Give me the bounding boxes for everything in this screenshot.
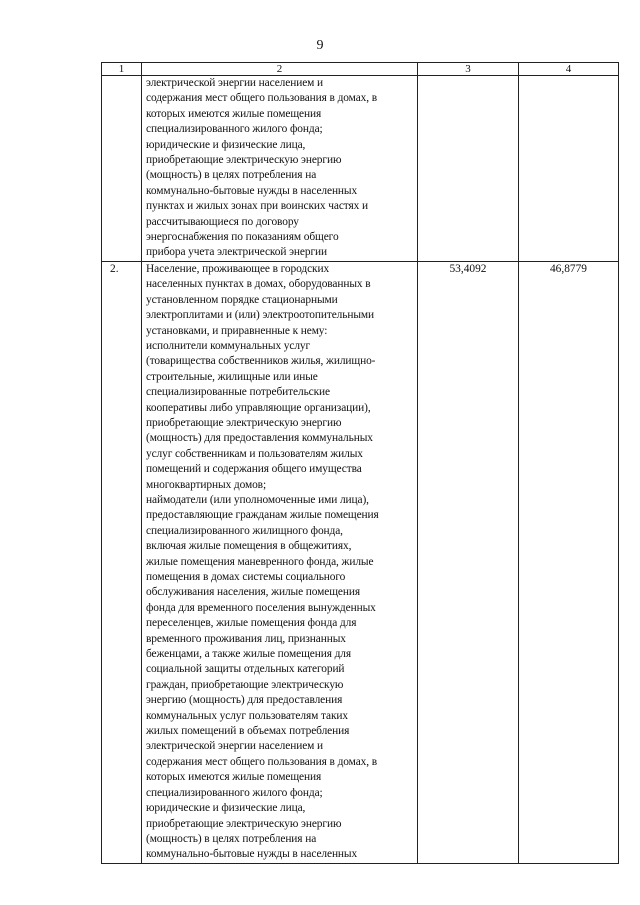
row-number [102,76,142,262]
description-line: содержания мест общего пользования в домах, в [146,92,378,105]
description-line: электроплитами и (или) электроотопительными [146,309,375,322]
row-description [142,76,418,262]
page-number: 9 [316,38,324,53]
description-line: (мощность) для предоставления коммунальных [146,432,373,445]
table-row [102,261,619,863]
column-header: 2 [142,63,418,76]
description-line: граждан, приобретающие электрическую [146,678,344,691]
description-line: пунктах и жилых зонах при воинских частях и [146,200,368,213]
description-line: помещения в домах системы социального [146,571,346,583]
description-line: установками, и приравненные к нему: [146,324,328,337]
description-line: наймодатели (или уполномоченные ими лица), [146,493,369,506]
value-col3: 53,4092 [418,261,519,863]
row-description [142,261,418,863]
description-line: фонда для временного поселения вынужденных [146,601,376,614]
description-line: специализированные потребительские [146,386,331,399]
description-line: энергию (мощность) для предоставления [146,694,343,707]
description-line: специализированного жилого фонда; [146,786,323,799]
description-line: строительные, жилищные или иные [146,370,318,383]
description-line: приобретающие электрическую энергию [146,154,342,167]
description-line: беженцами, а также жилые помещения для [146,648,352,661]
value-col4 [519,76,619,262]
description-line: кооперативы либо управляющие организации), [146,401,371,414]
description-line: (мощность) в целях потребления на [146,169,317,182]
description-line: юридические и физические лица, [146,138,306,151]
column-header: 4 [519,63,619,76]
description-line: жилых помещений в объемах потребления [146,725,350,738]
description-line: временного проживания лиц, признанных [146,632,346,645]
description-line: установленном порядке стационарными [146,293,338,306]
description-line: энергоснабжения по показаниям общего [146,231,339,244]
description-line: жилые помещения маневренного фонда, жилые [146,555,374,568]
description-line: услуг собственникам и пользователям жилых [146,447,363,460]
column-header: 1 [102,63,142,76]
description-line: специализированного жилищного фонда, [146,524,343,537]
description-line: Население, проживающее в городских [146,262,330,275]
description-line: электрической энергии населением и [146,740,324,753]
description-line: содержания мест общего пользования в домах, в [146,755,378,768]
description-line: помещений и содержания общего имущества [146,463,362,476]
description-line: предоставляющие гражданам жилые помещения [146,509,379,522]
description-line: коммунально-бытовые нужды в населенных [146,848,358,861]
description-line: электрической энергии населением и [146,77,324,89]
row-number: 2. [102,261,142,863]
value-col4: 46,8779 [519,261,619,863]
description-line: населенных пунктах в домах, оборудованных в [146,278,371,291]
description-line: (мощность) в целях потребления на [146,832,317,845]
description-line: обслуживания населения, жилые помещения [146,586,360,599]
column-header: 3 [418,63,519,76]
description-line: специализированного жилого фонда; [146,123,323,136]
tariff-table [101,62,619,864]
description-line: коммунальных услуг пользователям таких [146,709,348,722]
table-row [102,76,619,262]
description-line: исполнители коммунальных услуг [146,339,311,352]
description-line: которых имеются жилые помещения [146,771,322,784]
description-line: прибора учета электрической энергии [146,246,328,259]
description-line: которых имеются жилые помещения [146,107,322,120]
description-line: рассчитывающиеся по договору [146,215,299,228]
description-line: приобретающие электрическую энергию [146,817,342,830]
table-header-row [102,63,619,76]
description-line: юридические и физические лица, [146,802,306,815]
description-line: коммунально-бытовые нужды в населенных [146,184,358,197]
description-line: (товарищества собственников жилья, жилищно- [146,355,376,368]
description-line: многоквартирных домов; [146,478,267,491]
description-line: социальной защиты отдельных категорий [146,663,345,676]
description-line: включая жилые помещения в общежитиях, [146,540,352,553]
description-line: переселенцев, жилые помещения фонда для [146,617,357,630]
description-line: приобретающие электрическую энергию [146,416,342,429]
value-col3 [418,76,519,262]
